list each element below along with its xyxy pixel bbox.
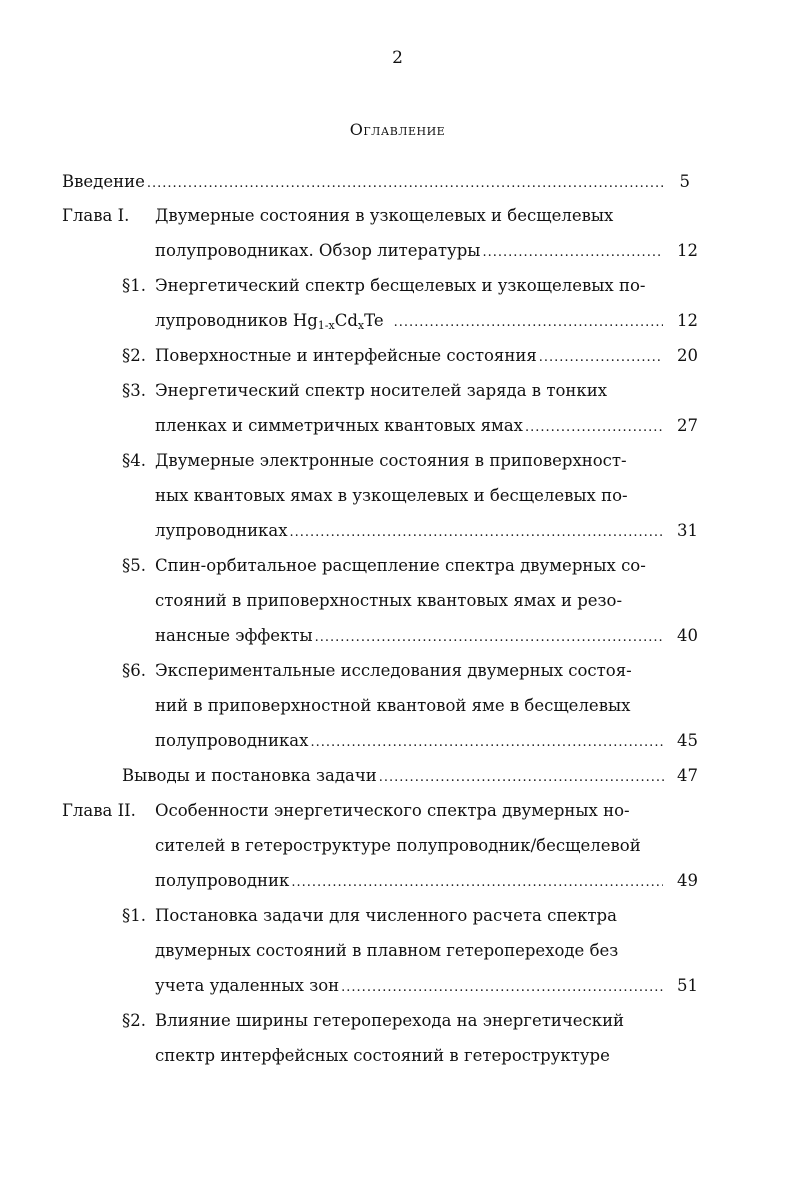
toc-page-number: 31 — [677, 521, 698, 540]
toc-page-number: 5 — [679, 172, 690, 191]
toc-entry-text: Выводы и постановка задачи — [122, 766, 377, 785]
chapter-label: Глава II. — [62, 801, 136, 820]
leader-dots — [310, 733, 663, 753]
section-number: §5. — [122, 556, 146, 575]
toc-entry-ch1-s4[interactable] — [155, 521, 665, 543]
page-number: 2 — [392, 48, 403, 68]
toc-entry-text: нансные эффекты — [155, 626, 313, 645]
toc-page-number: 12 — [677, 311, 698, 330]
toc-entry-text: учета удаленных зон — [155, 976, 340, 995]
toc-entry-text: Особенности энергетического спектра двумерных но- — [155, 801, 630, 820]
toc-page-number: 47 — [677, 766, 698, 785]
toc-entry-text: полупроводниках — [155, 731, 309, 750]
toc-entry-ch1-conclusions[interactable] — [122, 766, 667, 788]
toc-page-number: 51 — [677, 976, 698, 995]
section-number: §6. — [122, 661, 146, 680]
leader-dots — [539, 348, 663, 368]
leader-dots — [394, 313, 663, 333]
toc-entry-introduction[interactable] — [62, 172, 667, 194]
toc-entry-text: ний в приповерхностной квантовой яме в бесщелевых — [155, 696, 631, 715]
toc-entry-text: Двумерные электронные состояния в приповерхност- — [155, 451, 627, 470]
section-number: §1. — [122, 906, 146, 925]
toc-entry-text: Влияние ширины гетероперехода на энергетический — [155, 1011, 625, 1030]
toc-page-number: 49 — [677, 871, 698, 890]
toc-entry-ch2-s1[interactable] — [155, 976, 665, 998]
toc-entry-text: лупроводниках — [155, 521, 288, 540]
toc-entry-text: Поверхностные и интерфейсные состояния — [155, 346, 537, 365]
toc-entry-text: Энергетический спектр носителей заряда в тонких — [155, 381, 608, 400]
toc-entry-ch1-s5[interactable] — [155, 626, 665, 648]
toc-entry-text: сителей в гетероструктуре полупроводник/бесщелевой — [155, 836, 641, 855]
toc-entry-text: полупроводниках. Обзор литературы — [155, 241, 481, 260]
toc-entry-text: лупроводников $Hg_{1-x}Cd_xTe$ — [155, 311, 384, 332]
toc-entry-text: спектр интерфейсных состояний в гетероструктуре — [155, 1046, 610, 1065]
leader-dots — [315, 628, 663, 648]
toc-page-number: 27 — [677, 416, 698, 435]
toc-entry-chapter-2[interactable] — [155, 871, 665, 893]
toc-page-number: 45 — [677, 731, 698, 750]
toc-entry-ch1-s6[interactable] — [155, 731, 665, 753]
toc-entry-ch1-s2[interactable] — [155, 346, 665, 368]
chapter-label: Глава I. — [62, 206, 130, 225]
toc-entry-ch1-s3[interactable] — [155, 416, 665, 438]
toc-entry-text: Экспериментальные исследования двумерных состоя- — [155, 661, 632, 680]
toc-page-number: 40 — [677, 626, 698, 645]
leader-dots — [482, 243, 663, 263]
section-number: §1. — [122, 276, 146, 295]
section-number: §2. — [122, 1011, 146, 1030]
section-number: §2. — [122, 346, 146, 365]
leader-dots — [147, 174, 665, 194]
toc-entry-text: Энергетический спектр бесщелевых и узкощелевых по- — [155, 276, 646, 295]
toc-entry-text: двумерных состояний в плавном гетеропереходе без — [155, 941, 619, 960]
toc-entry-text: Постановка задачи для численного расчета спектра — [155, 906, 617, 925]
leader-dots — [291, 873, 663, 893]
toc-entry-label: Введение — [62, 172, 145, 191]
leader-dots — [290, 523, 663, 543]
toc-entry-ch1-s1[interactable] — [155, 311, 665, 333]
toc-page-number: 12 — [677, 241, 698, 260]
section-number: §4. — [122, 451, 146, 470]
toc-entry-chapter-1[interactable] — [155, 241, 665, 263]
toc-entry-text: стояний в приповерхностных квантовых ямах и резо- — [155, 591, 623, 610]
section-number: §3. — [122, 381, 146, 400]
toc-entry-text: пленках и симметричных квантовых ямах — [155, 416, 523, 435]
leader-dots — [379, 768, 665, 788]
leader-dots — [525, 418, 663, 438]
toc-entry-text: Спин-орбитальное расщепление спектра двумерных со- — [155, 556, 646, 575]
toc-title: Оглавление — [349, 120, 446, 139]
toc-entry-text: ных квантовых ямах в узкощелевых и бесщелевых по- — [155, 486, 628, 505]
leader-dots — [341, 978, 663, 998]
toc-entry-text: Двумерные состояния в узкощелевых и бесщелевых — [155, 206, 614, 225]
toc-entry-text: полупроводник — [155, 871, 290, 890]
toc-page-number: 20 — [677, 346, 698, 365]
